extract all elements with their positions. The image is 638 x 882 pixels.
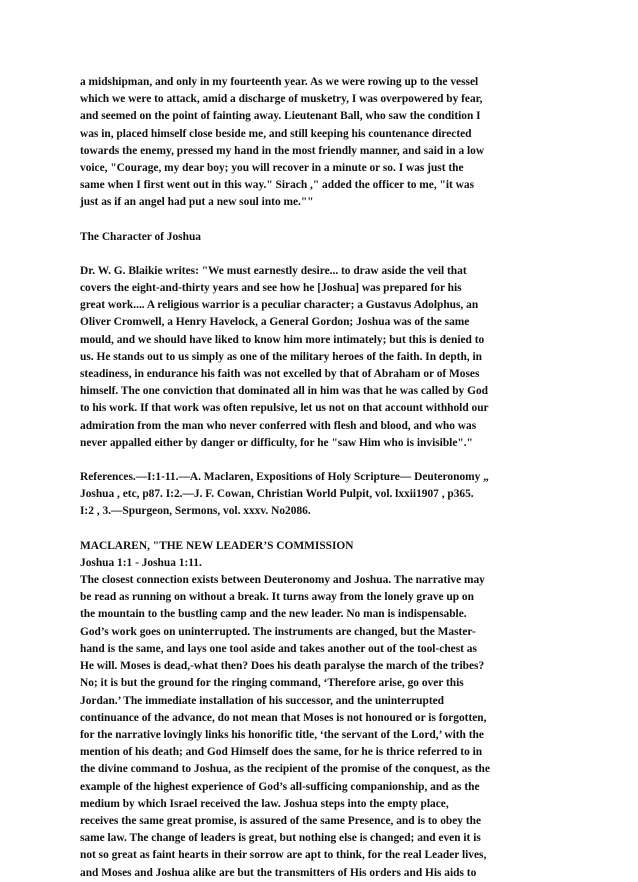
text-line: The closest connection exists between Deuteronomy and Joshua. The narrative may — [80, 574, 485, 587]
text-line: References.—I:1-11.—A. Maclaren, Expositions of Holy Scripture— Deuteronomy „ — [80, 471, 489, 484]
text-line: and Moses and Joshua alike are but the transmitters of His orders and His aids to — [80, 866, 477, 879]
text-line: himself. The one conviction that dominated all in him was that he was called by God — [80, 385, 488, 398]
text-line: continuance of the advance, do not mean that Moses is not honoured or is forgotten, — [80, 711, 487, 724]
text-line: be read as running on without a break. It turns away from the lonely grave up on — [80, 591, 474, 604]
text-line: the divine command to Joshua, as the recipient of the promise of the conquest, as the — [80, 763, 490, 776]
text-line: hand is the same, and lays one tool aside and takes another out of the tool-chest as — [80, 642, 477, 655]
text-line: He will. Moses is dead,-what then? Does his death paralyse the march of the tribes? — [80, 660, 485, 673]
text-line: just as if an angel had put a new soul into me."" — [80, 196, 314, 209]
paragraph-blaikie — [80, 263, 560, 452]
text-line: Joshua 1:1 - Joshua 1:11. — [80, 556, 202, 569]
text-line: same when I first went out in this way." Sirach ," added the officer to me, "it was — [80, 179, 474, 192]
text-line: and seemed on the point of fainting away. Lieutenant Ball, who saw the condition I — [80, 110, 481, 123]
text-line: mention of his death; and God Himself does the same, for he is thrice referred to in — [80, 746, 483, 759]
text-line: I:2 , 3.—Spurgeon, Sermons, vol. xxxv. No2086. — [80, 505, 311, 518]
text-line: was in, placed himself close beside me, and still keeping his countenance directed — [80, 127, 472, 140]
text-line: steadiness, in endurance his faith was not excelled by that of Abraham or of Moses — [80, 368, 480, 381]
text-line: admiration from the man who never conferred with flesh and blood, and who was — [80, 419, 477, 432]
text-line: voice, "Courage, my dear boy; you will recover in a minute or so. I was just the — [80, 162, 464, 175]
text-line: Oliver Cromwell, a Henry Havelock, a General Gordon; Joshua was of the same — [80, 316, 470, 329]
paragraph-spacer — [80, 246, 560, 263]
text-line: towards the enemy, pressed my hand in the most friendly manner, and said in a low — [80, 144, 485, 157]
text-line: medium by which Israel received the law. Joshua steps into the empty place, — [80, 797, 449, 810]
text-line: to his work. If that work was often repulsive, let us not on that account withhold our — [80, 402, 489, 415]
text-line: never appalled either by danger or difficulty, for he "saw Him who is invisible"." — [80, 436, 473, 449]
text-line: Dr. W. G. Blaikie writes: "We must earnestly desire... to draw aside the veil that — [80, 264, 467, 277]
text-line: mould, and we should have liked to know him more intimately; but this is denied to — [80, 333, 485, 346]
text-line: The Character of Joshua — [80, 230, 201, 243]
section-maclaren-commission — [80, 538, 560, 882]
text-line: covers the eight-and-thirty years and see how he [Joshua] was prepared for his — [80, 282, 462, 295]
paragraph-references — [80, 469, 560, 521]
text-line: Jordan.’ The immediate installation of his successor, and the uninterrupted — [80, 694, 444, 707]
text-line: receives the same great promise, is assured of the same Presence, and is to obey the — [80, 814, 482, 827]
document-page — [80, 74, 560, 882]
text-line: No; it is but the ground for the ringing command, ‘Therefore arise, go over this — [80, 677, 464, 690]
text-line: which we were to attack, amid a discharge of musketry, I was overpowered by fear, — [80, 93, 483, 106]
paragraph-spacer — [80, 521, 560, 538]
heading-character-of-joshua — [80, 229, 560, 246]
text-line: same law. The change of leaders is great, but nothing else is changed; and even it is — [80, 832, 481, 845]
text-line: not so great as faint hearts in their sorrow are apt to think, for the real Leader lives, — [80, 849, 487, 862]
paragraph-spacer — [80, 212, 560, 229]
text-line: a midshipman, and only in my fourteenth year. As we were rowing up to the vessel — [80, 76, 479, 88]
paragraph-anecdote — [80, 74, 560, 212]
paragraph-spacer — [80, 452, 560, 469]
text-line: for the narrative lovingly links his honorific title, ‘the servant of the Lord,’ with the — [80, 728, 484, 741]
text-line: example of the highest experience of God’s all-sufficing companionship, and as the — [80, 780, 480, 793]
text-line: Joshua , etc, p87. I:2.—J. F. Cowan, Christian World Pulpit, vol. lxxii1907 , p365. — [80, 488, 474, 501]
text-line: MACLAREN, "THE NEW LEADER’S COMMISSION — [80, 539, 354, 552]
text-line: the mountain to the bustling camp and the new leader. No man is indispensable. — [80, 608, 467, 621]
text-line: great work.... A religious warrior is a peculiar character; a Gustavus Adolphus, an — [80, 299, 479, 312]
text-line: us. He stands out to us simply as one of the military heroes of the faith. In depth, in — [80, 350, 482, 363]
text-line: God’s work goes on uninterrupted. The instruments are changed, but the Master- — [80, 625, 476, 638]
